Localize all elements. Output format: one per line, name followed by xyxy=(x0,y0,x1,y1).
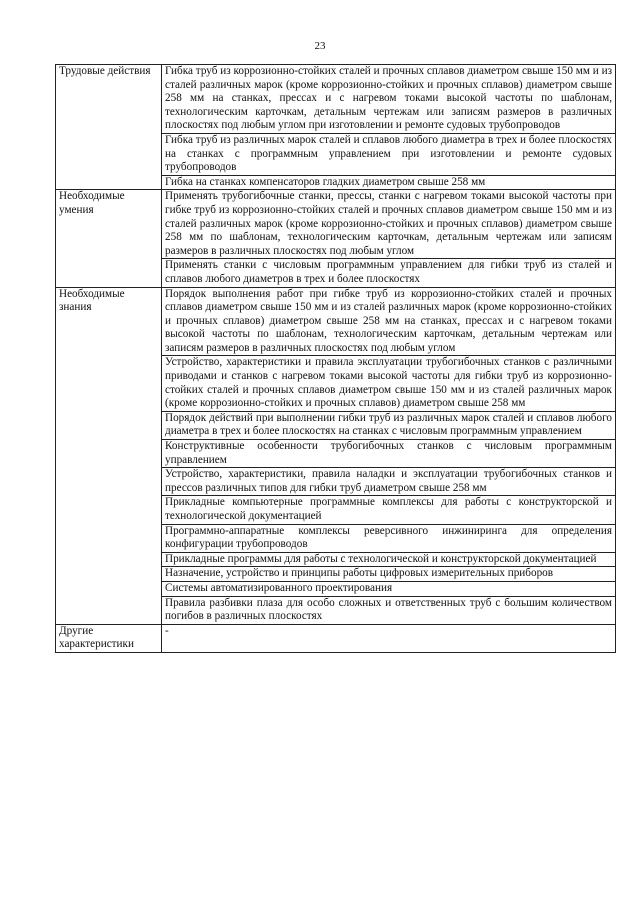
table-cell: Порядок выполнения работ при гибке труб из коррозионно-стойких сталей и прочных сплавов диаметром свыше 150 мм и из сталей различных марок (кроме коррозионно-стойких и прочных сплавов) диаметром свыше 258 мм на станках, прессах и с нагревом токами высокой частоты по шаблонам, технологическим карточкам, детальным чертежам или записям размеров в различных плоскостях под любым углом xyxy=(162,287,616,356)
table-cell: Системы автоматизированного проектирования xyxy=(162,581,616,596)
table-cell: Прикладные программы для работы с технологической и конструкторской документацией xyxy=(162,552,616,567)
qualification-table xyxy=(55,64,616,653)
table-cell: Гибка труб из различных марок сталей и сплавов любого диаметра в трех и более плоскостях на станках с программным управлением при изготовлении и ремонте судовых трубопроводов xyxy=(162,133,616,175)
table-cell: Устройство, характеристики, правила наладки и эксплуатации трубогибочных станков и прессов различных типов для гибки труб диаметром свыше 258 мм xyxy=(162,468,616,496)
row-label-required-knowledge xyxy=(56,287,162,624)
table-cell: Порядок действий при выполнении гибки труб из различных марок сталей и сплавов любого диаметра в трех и более плоскостях на станках с числовым программным управлением xyxy=(162,411,616,439)
page-number: 23 xyxy=(314,40,326,52)
row-label-labor-actions xyxy=(56,65,162,190)
table-cell: - xyxy=(162,624,616,652)
row-label-text: Трудовые действия xyxy=(59,65,151,77)
table-row xyxy=(56,65,616,134)
table-cell: Конструктивные особенности трубогибочных станков с числовым программным управлением xyxy=(162,440,616,468)
table-cell: Назначение, устройство и принципы работы цифровых измерительных приборов xyxy=(162,567,616,582)
table-row xyxy=(56,287,616,356)
table-cell: Гибка труб из коррозионно-стойких сталей и прочных сплавов диаметром свыше 150 мм и из сталей различных марок (кроме коррозионно-стойких и прочных сплавов) диаметром свыше 258 мм на станках, прессах и с нагревом токами высокой частоты по шаблонам, технологическим карточкам, детальным чертежам или записям размеров в различных плоскостях под любым углом при изготовлении и ремонте судовых трубопроводов xyxy=(162,65,616,134)
table-cell: Устройство, характеристики и правила эксплуатации трубогибочных станков с различными приводами и станков с нагревом токами высокой частоты для гибки труб из коррозионно-стойких сталей и прочных сплавов диаметром свыше 150 мм и из сталей различных марок (кроме коррозионно-стойких и прочных сплавов) диаметром свыше 258 мм xyxy=(162,356,616,411)
row-label-text: Другие характеристики xyxy=(59,624,134,651)
table-cell: Прикладные компьютерные программные комплексы для работы с конструкторской и технологической документацией xyxy=(162,496,616,524)
table-row xyxy=(56,190,616,259)
row-label-other-characteristics xyxy=(56,624,162,652)
row-label-text: Необходимые умения xyxy=(59,190,125,216)
row-label-text: Необходимые знания xyxy=(59,287,125,314)
table-cell: Правила разбивки плаза для особо сложных и ответственных труб с большим количеством погибов в различных плоскостях xyxy=(162,596,616,624)
table-cell: Применять станки с числовым программным управлением для гибки труб из сталей и сплавов любого диаметров в трех и более плоскостях xyxy=(162,259,616,287)
table-row xyxy=(56,624,616,652)
row-label-required-skills xyxy=(56,190,162,287)
table-cell: Применять трубогибочные станки, прессы, станки с нагревом токами высокой частоты при гибке труб из коррозионно-стойких сталей и прочных сплавов диаметром свыше 150 мм и из сталей различных марок (кроме коррозионно-стойких и прочных сплавов) диаметром свыше 258 мм по шаблонам, технологическим карточкам, детальным чертежам или записям размеров в различных плоскостях под любым углом xyxy=(162,190,616,259)
table-cell: Гибка на станках компенсаторов гладких диаметром свыше 258 мм xyxy=(162,175,616,190)
table-cell: Программно-аппаратные комплексы реверсивного инжиниринга для определения конфигурации трубопроводов xyxy=(162,524,616,552)
